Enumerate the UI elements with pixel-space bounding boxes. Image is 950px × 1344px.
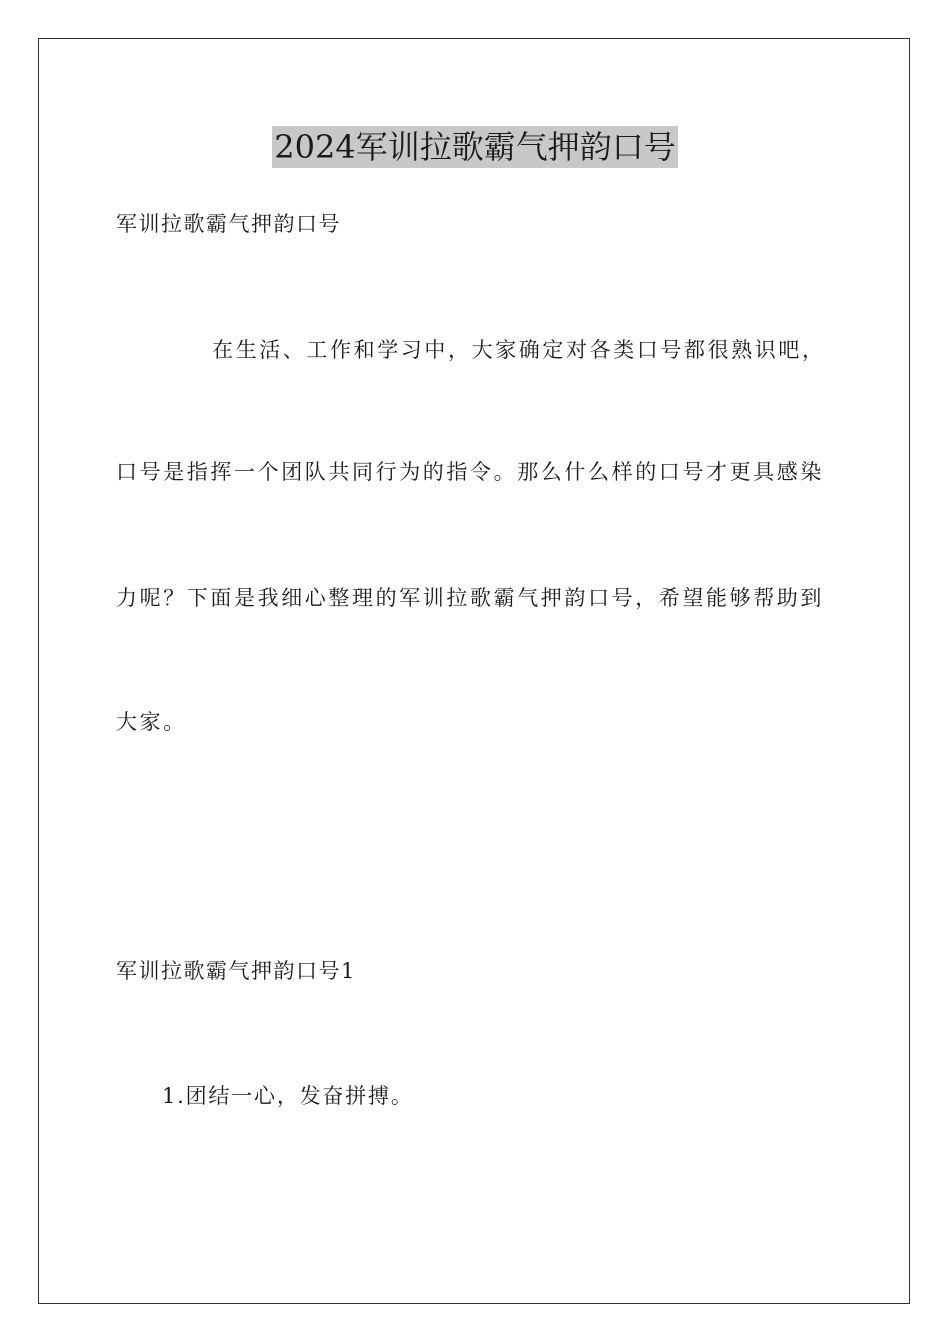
document-subtitle: 军训拉歌霸气押韵口号 [116, 212, 341, 236]
list-item: 1.团结一心，发奋拼搏。 [162, 1084, 414, 1108]
intro-line-4: 大家。 [116, 710, 187, 734]
intro-line-3: 力呢？下面是我细心整理的军训拉歌霸气押韵口号，希望能够帮助到 [116, 586, 824, 610]
document-title: 2024军训拉歌霸气押韵口号 [274, 128, 676, 166]
intro-line-2: 口号是指挥一个团队共同行为的指令。那么什么样的口号才更具感染 [116, 460, 824, 484]
section-heading: 军训拉歌霸气押韵口号1 [116, 959, 356, 983]
title-container [0, 126, 950, 168]
intro-line-1: 在生活、工作和学习中，大家确定对各类口号都很熟识吧， [212, 338, 826, 362]
